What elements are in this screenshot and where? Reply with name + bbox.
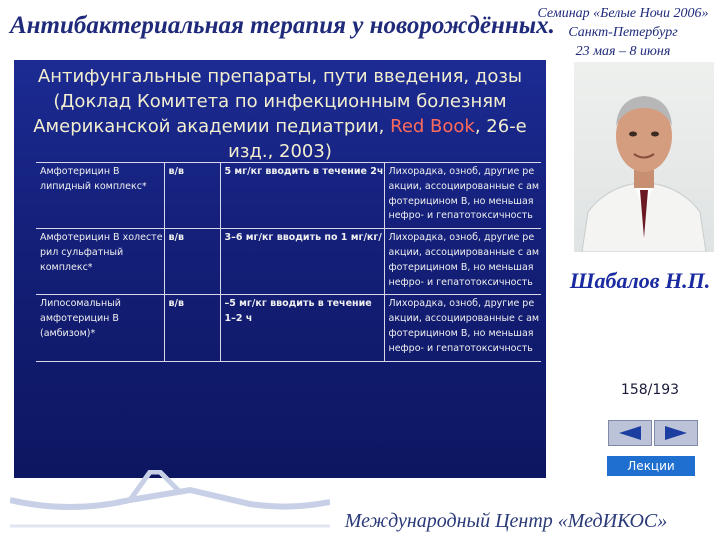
seminar-dates: 23 мая – 8 июня (575, 44, 671, 59)
slide-title (14, 64, 546, 164)
page-counter: 158/193 (620, 382, 680, 398)
slide-title-line (14, 114, 546, 139)
drug-cell: Липосомальный амфотерицин В (амбизом)* (36, 295, 164, 361)
table-row (36, 295, 541, 361)
table-row (36, 163, 541, 229)
route-cell: в/в (164, 295, 220, 361)
drug-cell: Амфотерицин В холесте рил сульфатный комплекс* (36, 229, 164, 295)
drug-table (36, 162, 541, 362)
seminar-city: Санкт-Петербург (568, 25, 678, 40)
seminar-info (530, 4, 716, 61)
presenter-name: Шабалов Н.П. (569, 268, 711, 293)
prev-slide-button[interactable] (608, 420, 652, 446)
arrow-left-icon (615, 425, 645, 441)
bridge-decoration (10, 470, 330, 540)
footer-text: Международный Центр «МедИКОС» (344, 510, 668, 532)
slide-title-text: Американской академии педиатрии, (33, 116, 391, 137)
route-cell: в/в (164, 229, 220, 295)
slide-title-line: Антифунгальные препараты, пути введения, дозы (37, 66, 523, 87)
slide-title-line: (Доклад Комитета по инфекционным болезням (53, 91, 507, 112)
effects-cell: Лихорадка, озноб, другие ре акции, ассоциированные с ам фотерицином В, но меньшая нефро- и гепатотоксичность (384, 163, 541, 229)
effects-cell: Лихорадка, озноб, другие ре акции, ассоциированные с ам фотерицином В, но меньшая нефро- и гепатотоксичность (384, 229, 541, 295)
slide-title-text: , 26-е (474, 116, 527, 137)
slide-title-line: изд., 2003) (228, 141, 332, 162)
dose-cell: –5 мг/кг вводить в течение 1–2 ч (220, 295, 384, 361)
dose-cell: 5 мг/кг вводить в течение 2ч (220, 163, 384, 229)
seminar-name: Семинар «Белые Ночи 2006» (537, 6, 709, 21)
next-slide-button[interactable] (654, 420, 698, 446)
dose-cell: 3–6 мг/кг вводить по 1 мг/кг/ (220, 229, 384, 295)
header-title: Антибактериальная терапия у новорождённых. (10, 12, 555, 39)
effects-cell: Лихорадка, озноб, другие ре акции, ассоциированные с ам фотерицином В, но меньшая нефро- и гепатотоксичность (384, 295, 541, 361)
table-row (36, 229, 541, 295)
arrow-right-icon (661, 425, 691, 441)
drug-cell: Амфотерицин В липидный комплекс* (36, 163, 164, 229)
slide-panel (14, 60, 546, 478)
lectures-button[interactable]: Лекции (607, 456, 695, 476)
red-book-highlight: Red Book (390, 116, 475, 137)
presenter-photo (574, 62, 714, 252)
route-cell: в/в (164, 163, 220, 229)
